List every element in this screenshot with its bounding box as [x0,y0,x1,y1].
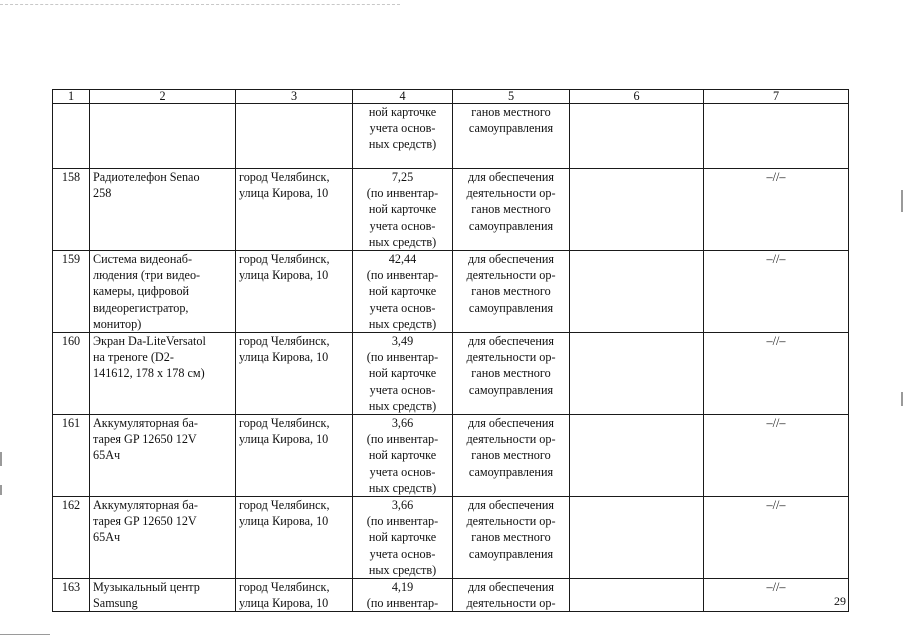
cell-num: 162 [53,497,90,579]
cell-address [236,251,353,333]
property-register-table [52,89,849,612]
cost-line: учета основ- [369,300,436,315]
cost-line: (по инвентар- [366,350,439,365]
table-row [53,333,849,415]
cell-col6 [570,415,704,497]
cost-line: ных средств) [368,234,437,249]
cost-line: учета основ- [369,218,436,233]
cost-line: ной карточке [368,202,437,217]
name-line: на треноге (D2- [93,350,174,365]
purpose-line: деятельности ор- [466,596,556,611]
cell-name [90,333,236,415]
column-header: 5 [453,90,570,104]
scan-artifact-mark [901,392,903,406]
purpose-line: самоуправления [468,382,554,397]
column-header: 1 [53,90,90,104]
cell-name [90,579,236,612]
name-line: тарея GP 12650 12V [93,514,197,529]
purpose-line: деятельности ор- [466,268,556,283]
cell-col7: –//– [704,415,849,497]
table-row [53,497,849,579]
cost-line: (по инвентар- [366,186,439,201]
cell-cost [353,415,453,497]
cell-address [236,169,353,251]
cost-line: 3,66 [391,498,414,513]
cell-col6 [570,579,704,612]
cost-line: ных средств) [368,316,437,331]
cell-num: 158 [53,169,90,251]
cost-line: 3,66 [391,416,414,431]
cost-line: (по инвентар- [366,514,439,529]
cost-line: (по инвентар- [366,596,439,611]
purpose-line: деятельности ор- [466,350,556,365]
cell-col7: –//– [704,251,849,333]
cell-col7 [704,104,849,169]
name-line: Система видеонаб- [93,252,193,267]
name-line: Экран Da-LiteVersatol [93,334,206,349]
cell-purpose [453,251,570,333]
cell-purpose [453,333,570,415]
purpose-line: деятельности ор- [466,514,556,529]
purpose-line: для обеспечения [467,498,554,513]
purpose-line: ганов местного [471,284,551,299]
cost-line: ной карточке [368,448,437,463]
column-header: 3 [236,90,353,104]
page-number: 29 [834,594,846,608]
cell-name [90,251,236,333]
cell-cost [353,333,453,415]
name-line: монитор) [93,316,142,331]
cell-col6 [570,104,704,169]
cost-line: ных средств) [368,480,437,495]
address-line: улица Кирова, 10 [239,350,329,365]
name-line: людения (три видео- [93,268,201,283]
address-line: улица Кирова, 10 [239,432,329,447]
cost-line: учета основ- [369,546,436,561]
column-header: 7 [704,90,849,104]
address-line: улица Кирова, 10 [239,186,329,201]
cell-col6 [570,169,704,251]
name-line: Радиотелефон Senao [93,170,200,184]
name-line: Samsung [93,596,138,611]
cell-address [236,579,353,612]
cell-col7: –//– [704,169,849,251]
purpose-line: ганов местного [471,202,551,217]
cost-line: учета основ- [369,464,436,479]
cell-col6 [570,251,704,333]
purpose-line: деятельности ор- [466,186,556,201]
address-line: улица Кирова, 10 [239,268,329,283]
cost-line: учета основ- [369,121,436,136]
address-line: город Челябинск, [239,252,330,267]
cost-line: 42,44 [388,252,417,267]
cell-name [90,169,236,251]
address-line: улица Кирова, 10 [239,596,329,611]
cell-num: 159 [53,251,90,333]
cell-purpose [453,169,570,251]
name-line: 141612, 178 x 178 см) [93,366,205,381]
cell-address [236,104,353,169]
scan-artifact-mark [0,485,2,495]
table-header-row [53,90,849,104]
cell-col6 [570,497,704,579]
table-row [53,579,849,612]
purpose-line: ганов местного [471,105,551,119]
purpose-line: самоуправления [468,300,554,315]
cost-line: ных средств) [368,562,437,577]
cost-line: ной карточке [368,530,437,545]
cell-num: 160 [53,333,90,415]
purpose-line: самоуправления [468,546,554,561]
cell-cost [353,497,453,579]
name-line: Музыкальный центр [93,580,200,595]
cost-line: (по инвентар- [366,432,439,447]
scan-artifact-mark [0,452,2,466]
scan-artifact-mark [901,190,903,212]
cost-line: ной карточке [368,284,437,299]
purpose-line: для обеспечения [467,170,554,184]
cell-col7: –//– [704,333,849,415]
cell-col7: –//– [704,497,849,579]
purpose-line: ганов местного [471,530,551,545]
purpose-line: ганов местного [471,448,551,463]
cell-address [236,415,353,497]
cost-line: ной карточке [368,105,437,119]
cost-line: 3,49 [391,334,414,349]
cell-cost [353,169,453,251]
purpose-line: самоуправления [468,121,554,136]
purpose-line: для обеспечения [467,580,554,595]
cell-name [90,415,236,497]
cost-line: ных средств) [368,398,437,413]
cell-name [90,497,236,579]
cell-col6 [570,333,704,415]
table-row [53,251,849,333]
name-line: 65Ач [93,448,121,463]
cell-purpose [453,104,570,169]
address-line: город Челябинск, [239,580,330,595]
cost-line: 4,19 [391,580,414,595]
cost-line: учета основ- [369,382,436,397]
purpose-line: для обеспечения [467,252,554,267]
purpose-line: самоуправления [468,218,554,233]
cell-purpose [453,579,570,612]
column-header: 6 [570,90,704,104]
address-line: город Челябинск, [239,498,330,513]
name-line: видеорегистратор, [93,300,189,315]
cell-cost [353,251,453,333]
name-line: тарея GP 12650 12V [93,432,197,447]
name-line: 65Ач [93,530,121,545]
cell-purpose [453,415,570,497]
purpose-line: для обеспечения [467,416,554,431]
cost-line: (по инвентар- [366,268,439,283]
cell-purpose [453,497,570,579]
column-header: 2 [90,90,236,104]
cost-line: ных средств) [368,137,437,152]
cell-num: 161 [53,415,90,497]
scan-artifact-line [0,4,400,5]
cost-line: ной карточке [368,366,437,381]
cell-col7: –//– [704,579,849,612]
purpose-line: самоуправления [468,464,554,479]
cell-address [236,497,353,579]
cell-num [53,104,90,169]
cell-cost [353,104,453,169]
purpose-line: деятельности ор- [466,432,556,447]
cell-name [90,104,236,169]
table-row [53,169,849,251]
address-line: город Челябинск, [239,334,330,349]
purpose-line: для обеспечения [467,334,554,349]
name-line: Аккумуляторная ба- [93,498,198,513]
cell-cost [353,579,453,612]
name-line: камеры, цифровой [93,284,190,299]
cost-line: 7,25 [391,170,414,184]
address-line: город Челябинск, [239,416,330,431]
column-header: 4 [353,90,453,104]
cell-num: 163 [53,579,90,612]
name-line: 258 [93,186,112,201]
purpose-line: ганов местного [471,366,551,381]
continuation-row [53,104,849,169]
address-line: город Челябинск, [239,170,330,184]
scan-artifact-mark [0,634,50,635]
cell-address [236,333,353,415]
table-row [53,415,849,497]
address-line: улица Кирова, 10 [239,514,329,529]
name-line: Аккумуляторная ба- [93,416,198,431]
